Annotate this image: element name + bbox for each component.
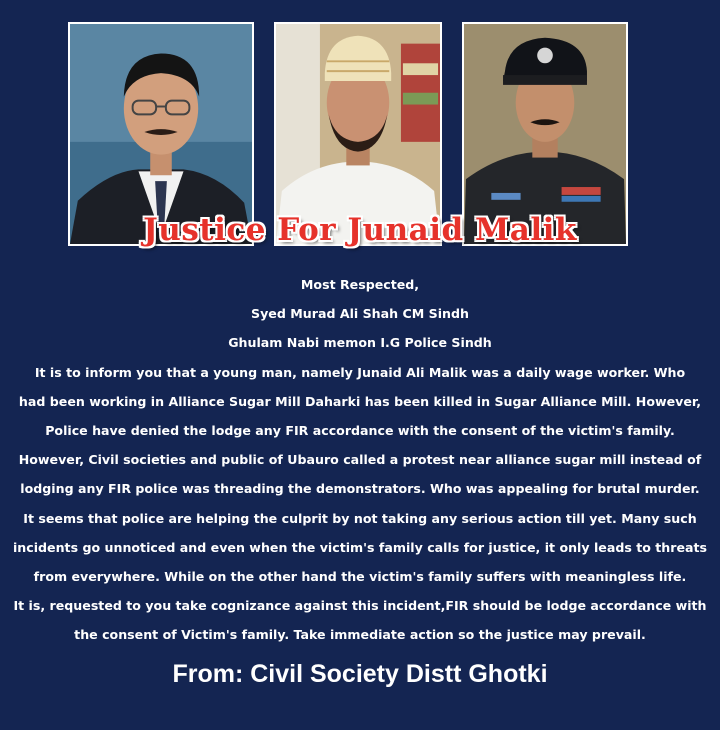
body-line: from everywhere. While on the other hand the victim's family suffers with meaningless life. (33, 568, 687, 584)
body-line: It is to inform you that a young man, namely Junaid Ali Malik was a daily wage worker. Who (34, 364, 686, 380)
body-line: incidents go unnoticed and even when the victim's family calls for justice, it only leads to threats (12, 539, 708, 555)
body-line: lodging any FIR police was threading the demonstrators. Who was appealing for brutal murder. (20, 481, 700, 497)
addressee-cm: Syed Murad Ali Shah CM Sindh (251, 306, 469, 322)
body-line: It seems that police are helping the culprit by not taking any serious action till yet. Many such (23, 510, 697, 526)
salutation: Most Respected, (300, 277, 420, 292)
body-line: had been working in Alliance Sugar Mill Daharki has been killed in Sugar Alliance Mill. However, (18, 393, 702, 409)
headline: Justice For Junaid Malik (143, 212, 577, 248)
body-line: It is, requested to you take cognizance against this incident,FIR should be lodge accordance with (13, 598, 707, 614)
addressee-ig: Ghulam Nabi memon I.G Police Sindh (228, 335, 492, 351)
letter (0, 270, 720, 649)
body-line: the consent of Victim's family. Take immediate action so the justice may prevail. (74, 627, 646, 643)
signature: From: Civil Society Distt Ghotki (172, 660, 548, 688)
body-line: However, Civil societies and public of Ubauro called a protest near alliance sugar mill instead of (18, 452, 702, 468)
body-line: Police have denied the lodge any FIR accordance with the consent of the victim's family. (45, 422, 675, 438)
